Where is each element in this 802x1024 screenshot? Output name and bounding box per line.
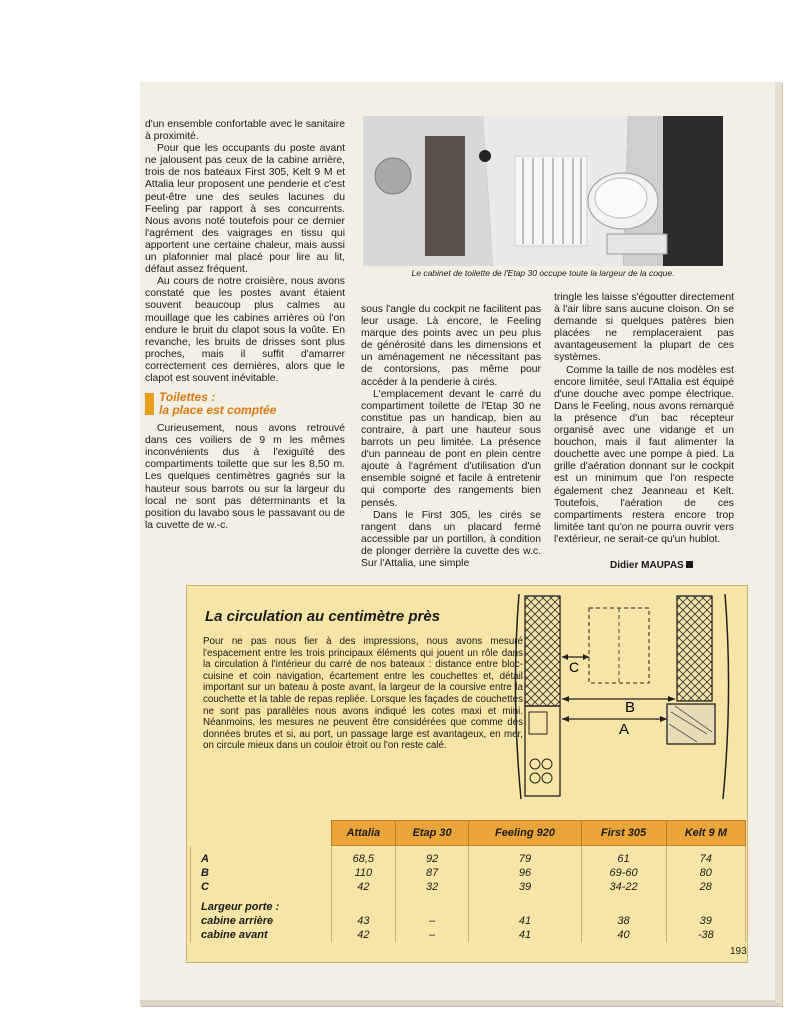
paragraph: Curieusement, nous avons retrouvé dans ces voiliers de 9 m les mêmes inconvénients dus à l'exiguïté des compartiments toilette que sur les 8,50 m. Les quelques centimètres gagnés sur la hauteur sous barrots ou sur la largeur du local ne sont pas déterminants et la position du lavabo sous le passavant ou de la cuvette de w.-c. [145, 423, 345, 531]
table-cell: 80 [666, 866, 745, 880]
table-cell: 96 [469, 866, 581, 880]
author-name: Didier MAUPAS [610, 560, 684, 571]
end-square-icon [686, 561, 693, 568]
box-text: Pour ne pas nous fier à des impressions, nous avons mesuré l'espacement entre les trois principaux éléments qui jouent un rôle dans la circulation à l'intérieur du carré de nos bateaux : distance entre bloc-cuisine et coin navigation, écartement entre les couchettes et, détail important sur un bateau à poste avant, la largeur de la coursive entre la couchette et la table de repas repliée. Lorsque les façades de couchettes ne sont pas parallèles nous avons indiqué les cotes maxi et mini. Néanmoins, les mesures ne peuvent être considérées que comme des données brutes et si, au port, un passage large est avantageux, en mer, on circule mieux dans un couloir étroit ou l'on reste calé. [203, 636, 523, 752]
subtitle-line-1: Toilettes : [159, 390, 216, 405]
text-column-3 [554, 292, 734, 546]
subtitle-line-2: la place est comptée [159, 403, 277, 418]
paragraph: tringle les laisse s'égoutter directement à l'air libre sans aucune cloison. On se demande si quelques patères bien placées ne remplaceraient pas avantageusement la plupart de ces systèmes. [554, 292, 734, 364]
table-cell: 43 [332, 914, 396, 928]
table-cell: 69-60 [581, 866, 666, 880]
table-cell: B [191, 866, 332, 880]
table-cell [666, 900, 745, 914]
box-title: La circulation au centimètre près [205, 608, 441, 625]
cabin-plan-diagram [507, 594, 737, 809]
table-cell: 68,5 [332, 852, 396, 866]
paragraph: d'un ensemble confortable avec le sanitaire à proximité. [145, 119, 345, 143]
table-cell: 34-22 [581, 880, 666, 894]
paragraph: L'emplacement devant le carré du compartiment toilette de l'Etap 30 ne constitue pas un handicap, bien au contraire, à part une hauteur sous barrots un peu limitée. La présence d'un panneau de pont en plein centre ajoute à l'agrément d'utilisation d'un ensemble soigné et facile à entretenir qui comporte des rangements bien pensés. [361, 388, 541, 509]
paragraph: Comme la taille de nos modèles est encore limitée, seul l'Attalia est équipé d'une douche avec pompe électrique. Dans le Feeling, nous avons remarqué la présence d'un bac récepteur organisé avec une vidange et un bouchon, mais il faut alimenter la douchette avec une pompe à pied. La grille d'aération donnant sur le cockpit est un minimum que l'on respecte également chez Jeanneau et Kelt. Toutefois, l'aération de ces compartiments restera encore trop limitée tant qu'on ne pourra ouvrir vers l'extérieur, ne serait-ce qu'un hublot. [554, 364, 734, 545]
table-cell: 110 [332, 866, 396, 880]
table-cell: 79 [469, 852, 581, 866]
table-cell: 61 [581, 852, 666, 866]
table-cell: 42 [332, 928, 396, 942]
table-cell [332, 900, 396, 914]
table-cell: 28 [666, 880, 745, 894]
photo-caption: Le cabinet de toilette de l'Etap 30 occupe toute la largeur de la coque. [411, 268, 675, 278]
table-cell: 41 [469, 914, 581, 928]
paragraph: Dans le First 305, les cirés se rangent dans un placard fermé accessible par un portillon, à condition de plonger derrière la cuvette des w.c. Sur l'Attalia, une simple [361, 509, 541, 569]
plan-label-b: B [625, 699, 636, 716]
table-row [191, 914, 746, 928]
table-header: Kelt 9 M [666, 821, 745, 846]
table-cell: A [191, 852, 332, 866]
magazine-page [140, 82, 782, 1006]
paragraph: Pour que les occupants du poste avant ne jalousent pas ceux de la cabine arrière, trois de nos bateaux First 305, Kelt 9 M et Attalia leur proposent une penderie et c'est peut-être une des seules lacunes du Feeling par rapport à ses concurrents. Nous avons noté toutefois pour ce dernier l'agrément des vaigrages en tissu qui apportent une certaine chaleur, mais aussi un plafonnier mal placé pour lire au lit, défaut assez fréquent. [145, 143, 345, 276]
table-header: Feeling 920 [469, 821, 581, 846]
table-cell: – [395, 928, 469, 942]
toilet-photo [363, 116, 723, 266]
table-cell: – [395, 914, 469, 928]
table-header [191, 821, 332, 846]
table-cell: 41 [469, 928, 581, 942]
table-cell [581, 900, 666, 914]
table-row [191, 852, 746, 866]
plan-label-c: C [569, 659, 580, 675]
table-cell: 32 [395, 880, 469, 894]
table-cell: cabine avant [191, 928, 332, 942]
table-row [191, 866, 746, 880]
table-cell: C [191, 880, 332, 894]
table-cell: 40 [581, 928, 666, 942]
table-cell: Largeur porte : [191, 900, 332, 914]
text-column-2 [361, 304, 541, 570]
page-number: 193 [730, 946, 747, 957]
table-cell: 74 [666, 852, 745, 866]
paragraph: sous l'angle du cockpit ne facilitent pas leur usage. Là encore, le Feeling marque des points avec un peu plus de générosité dans les dimensions et un aménagement ne nécessitant pas de contorsions, pas même pour accéder à la penderie à cirés. [361, 304, 541, 388]
table-cell: 39 [666, 914, 745, 928]
sidebar-box [186, 585, 748, 963]
text-column-1 [145, 119, 345, 532]
table-row [191, 928, 746, 942]
table-header: Attalia [332, 821, 396, 846]
table-header: Etap 30 [395, 821, 469, 846]
table-cell: 92 [395, 852, 469, 866]
table-row [191, 900, 746, 914]
table-cell [469, 900, 581, 914]
photo-illustration [363, 116, 723, 266]
table-cell: 87 [395, 866, 469, 880]
table-cell: 38 [581, 914, 666, 928]
table-header: First 305 [581, 821, 666, 846]
table-cell: -38 [666, 928, 745, 942]
table-cell: cabine arrière [191, 914, 332, 928]
paragraph: Au cours de notre croisière, nous avons constaté que les postes avant étaient souvent beaucoup plus calmes au mouillage que les cabines arrières où l'on endure le bruit du clapot sous la voûte. En revanche, les bruits de drisses sont plus proches, mais il suffit d'amarrer correctement ces dernières, alors que le clapot est souvent inévitable. [145, 276, 345, 384]
table-header-row [191, 821, 746, 846]
measurements-table [190, 820, 746, 942]
table-row [191, 880, 746, 894]
table-cell: 39 [469, 880, 581, 894]
subtitle-toilettes [145, 391, 345, 417]
table-cell: 42 [332, 880, 396, 894]
author-signature [610, 560, 693, 571]
table-cell [395, 900, 469, 914]
plan-label-a: A [619, 721, 630, 738]
